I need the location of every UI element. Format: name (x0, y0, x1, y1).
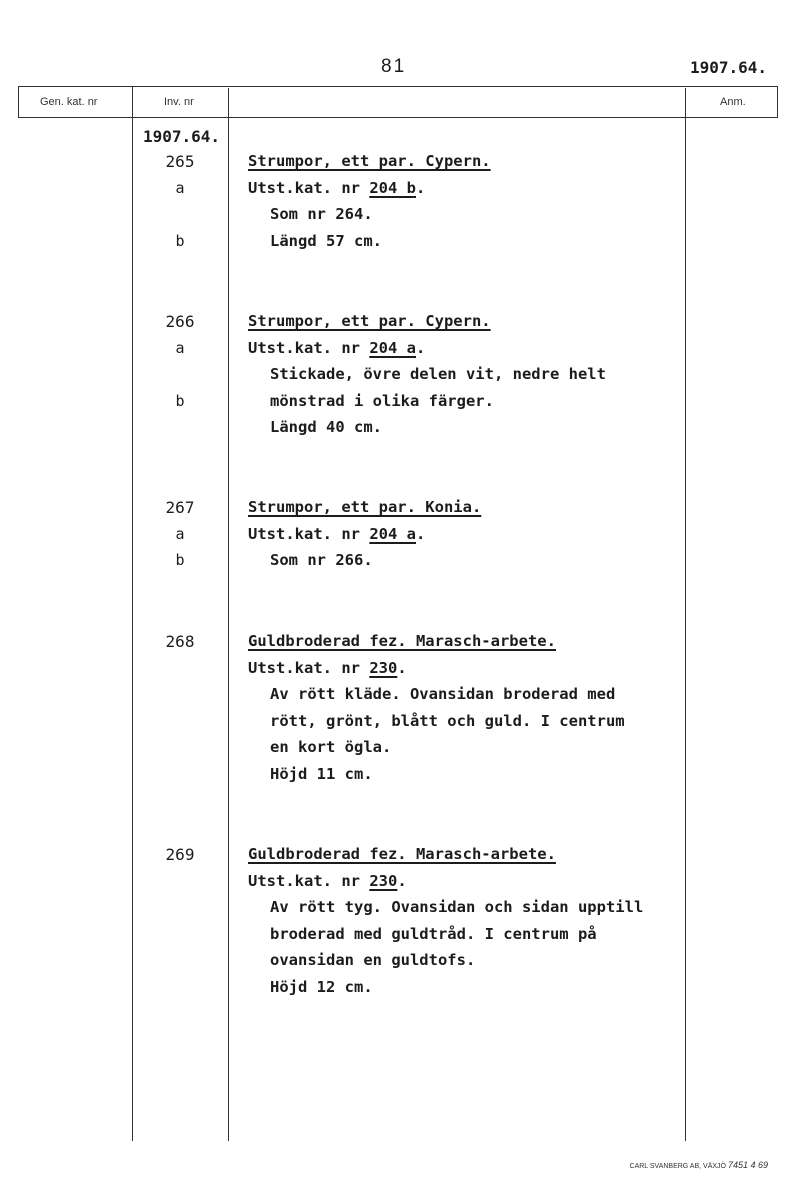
catalog-suffix: . (416, 338, 426, 357)
description-line: Längd 40 cm. (270, 418, 382, 436)
sub-accession-number: 1907.64. (143, 127, 221, 146)
catalog-suffix: . (397, 658, 407, 677)
entry-title: Strumpor, ett par. Cypern. (248, 312, 491, 330)
inv-divider (228, 88, 229, 1141)
catalog-prefix: Utst.kat. nr (248, 524, 370, 543)
anm-divider (685, 88, 686, 1141)
part-letter: a (175, 524, 185, 543)
header-accession-number: 1907.64. (690, 58, 768, 77)
entry-title: Guldbroderad fez. Marasch-arbete. (248, 845, 556, 863)
inventory-number: 268 (165, 632, 195, 651)
column-heading-inv: Inv. nr (164, 96, 194, 108)
description-line: Av rött tyg. Ovansidan och sidan upptill (270, 898, 644, 916)
description-line: en kort ögla. (270, 738, 392, 756)
catalog-prefix: Utst.kat. nr (248, 871, 370, 890)
catalog-suffix: . (416, 524, 426, 543)
form-code: 7451 4 69 (727, 1160, 768, 1170)
description-line: Höjd 12 cm. (270, 977, 373, 996)
page-number: 81 (381, 56, 407, 77)
description-line: Som nr 264. (270, 205, 373, 223)
catalog-reference (248, 525, 425, 543)
catalog-number: 204 a (369, 524, 416, 543)
catalog-reference (248, 179, 425, 197)
description-line: Av rött kläde. Ovansidan broderad med (270, 685, 616, 703)
catalog-reference (248, 339, 425, 357)
catalog-prefix: Utst.kat. nr (248, 658, 370, 677)
inventory-number: 266 (165, 312, 195, 331)
printer-name: CARL SVANBERG AB, VÄXJÖ (629, 1163, 726, 1170)
part-letter: a (175, 338, 185, 357)
part-letter: b (175, 391, 185, 410)
entry-title: Guldbroderad fez. Marasch-arbete. (248, 632, 556, 650)
catalog-suffix: . (397, 871, 407, 890)
printer-imprint (630, 1160, 768, 1170)
gen-kat-divider (132, 86, 133, 1141)
entry-title: Strumpor, ett par. Cypern. (248, 152, 491, 170)
inventory-number: 269 (165, 845, 195, 864)
catalog-prefix: Utst.kat. nr (248, 178, 370, 197)
entry-title: Strumpor, ett par. Konia. (248, 498, 482, 516)
description-line: ovansidan en guldtofs. (270, 951, 476, 969)
catalog-prefix: Utst.kat. nr (248, 338, 370, 357)
catalog-number: 230 (369, 658, 398, 677)
description-line: Höjd 11 cm. (270, 764, 373, 783)
catalog-reference (248, 659, 407, 677)
description-line: Som nr 266. (270, 551, 373, 569)
description-line: broderad med guldtråd. I centrum på (270, 924, 597, 943)
inventory-number: 267 (165, 498, 195, 517)
description-line: mönstrad i olika färger. (270, 391, 494, 410)
catalog-reference (248, 872, 407, 890)
catalog-number: 204 b (369, 178, 416, 197)
description-line: rött, grönt, blått och guld. I centrum (270, 711, 625, 730)
column-heading-gen-kat: Gen. kat. nr (40, 96, 98, 108)
part-letter: b (175, 231, 185, 250)
column-heading-anm: Anm. (720, 96, 746, 108)
catalog-number: 204 a (369, 338, 416, 357)
right-page-border (777, 86, 778, 117)
description-line: Stickade, övre delen vit, nedre helt (270, 365, 606, 383)
left-page-border (18, 86, 19, 117)
part-letter: b (175, 551, 185, 569)
inventory-number: 265 (165, 152, 195, 171)
catalog-suffix: . (416, 178, 426, 197)
part-letter: a (175, 178, 185, 197)
description-line: Längd 57 cm. (270, 231, 382, 250)
catalog-number: 230 (369, 871, 398, 890)
